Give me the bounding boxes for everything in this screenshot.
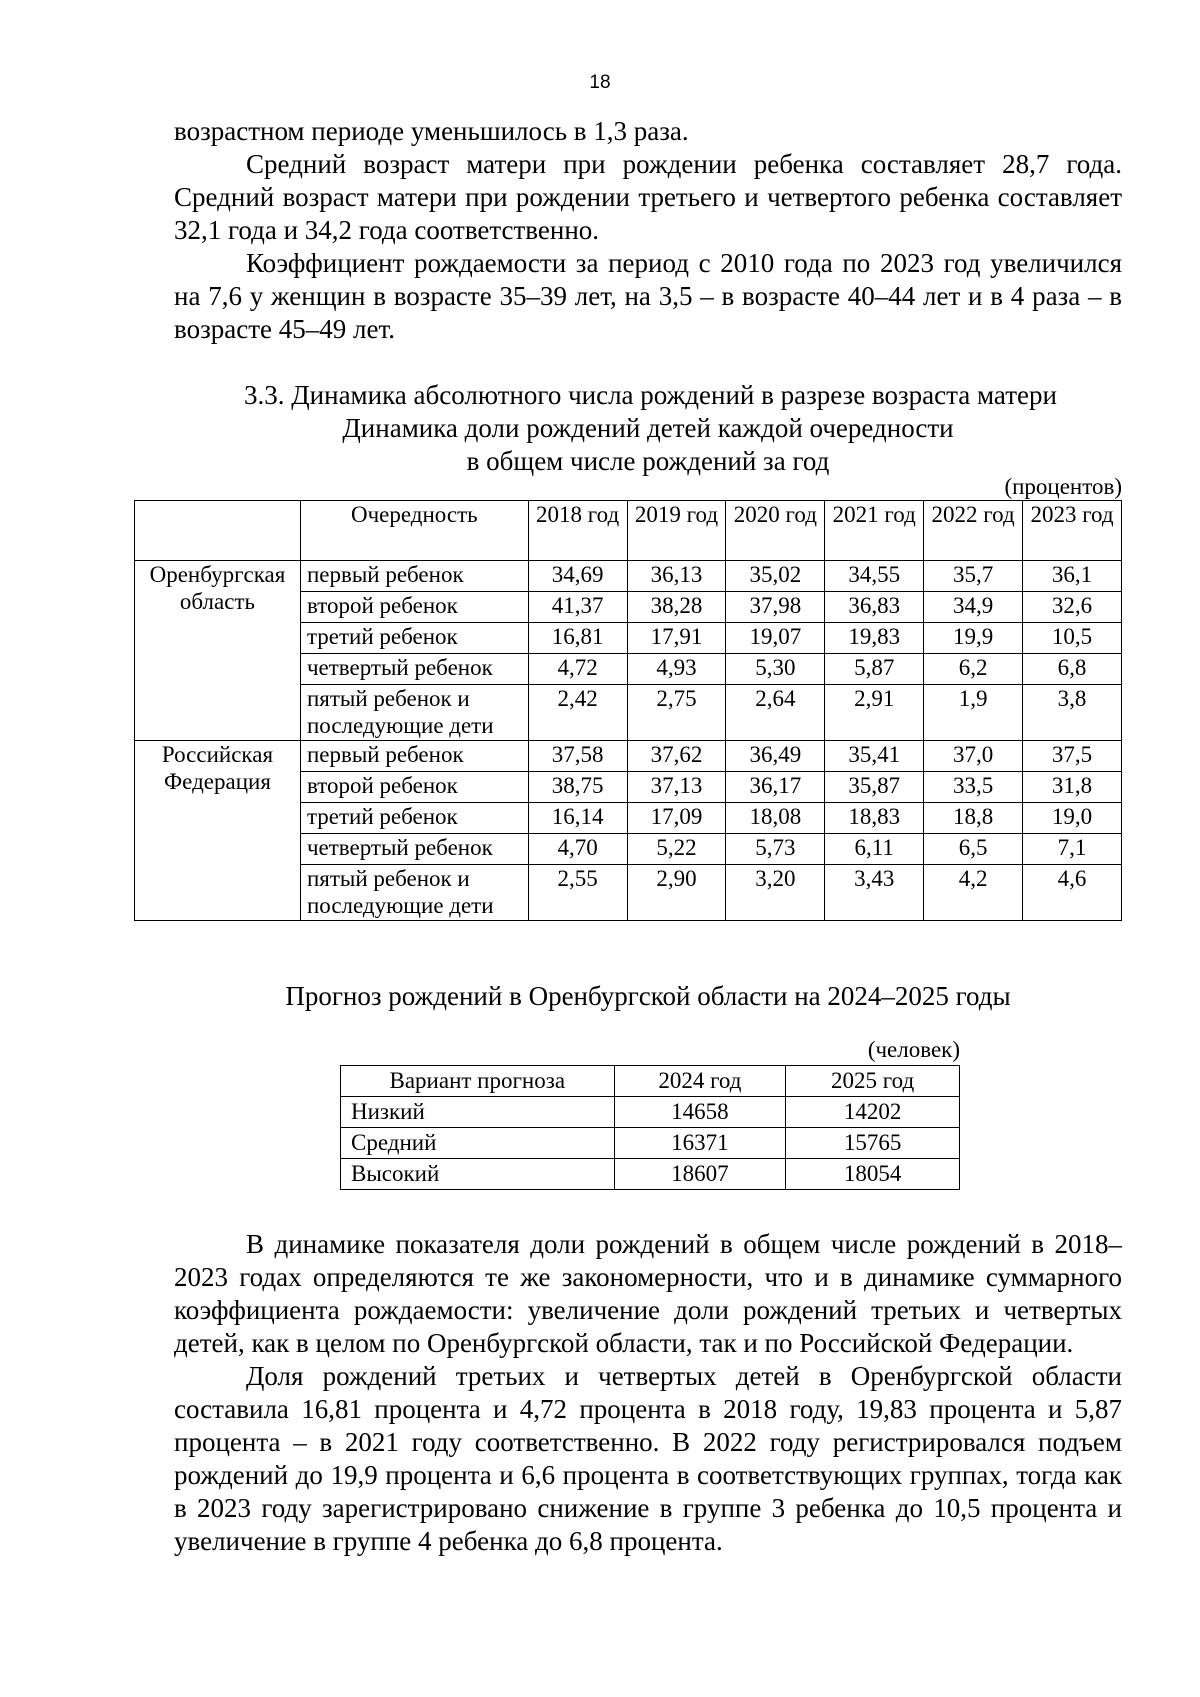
value-cell: 19,9 <box>924 623 1023 654</box>
value-cell: 36,13 <box>627 561 726 592</box>
order-label-cell: второй ребенок <box>300 772 528 803</box>
order-label-cell: пятый ребенок и последующие дети <box>300 865 528 921</box>
section-subtitle: в общем числе рождений за год <box>466 446 830 476</box>
value-cell: 37,62 <box>627 741 726 772</box>
table-unit: (процентов) <box>1004 474 1122 499</box>
value-cell: 4,6 <box>1023 865 1122 921</box>
value-cell: 10,5 <box>1023 623 1122 654</box>
region-cell: Российская Федерация <box>135 741 301 921</box>
value-cell: 1,9 <box>924 685 1023 741</box>
value-cell: 3,20 <box>726 865 825 921</box>
value-cell: 6,5 <box>924 834 1023 865</box>
value-cell: 37,98 <box>726 592 825 623</box>
forecast-variant-cell: Средний <box>341 1128 615 1159</box>
value-cell: 37,58 <box>528 741 627 772</box>
value-cell: 18,8 <box>924 803 1023 834</box>
value-cell: 19,0 <box>1023 803 1122 834</box>
value-cell: 37,0 <box>924 741 1023 772</box>
birth-order-table <box>134 500 1122 921</box>
value-cell: 35,87 <box>825 772 924 803</box>
intro-text <box>174 115 1122 346</box>
value-cell: 3,8 <box>1023 685 1122 741</box>
value-cell: 19,83 <box>825 623 924 654</box>
forecast-title: Прогноз рождений в Оренбургской области на 2024–2025 годы <box>285 981 1011 1011</box>
order-label-cell: третий ребенок <box>300 803 528 834</box>
value-cell: 6,2 <box>924 654 1023 685</box>
forecast-variant-cell: Низкий <box>341 1097 615 1128</box>
value-cell: 18,83 <box>825 803 924 834</box>
forecast-header-row <box>341 1066 960 1097</box>
value-cell: 38,75 <box>528 772 627 803</box>
value-cell: 6,8 <box>1023 654 1122 685</box>
value-cell: 34,55 <box>825 561 924 592</box>
value-cell: 16,81 <box>528 623 627 654</box>
value-cell: 2,75 <box>627 685 726 741</box>
paragraph: возрастном периоде уменьшилось в 1,3 раза. <box>174 116 689 146</box>
value-cell: 3,43 <box>825 865 924 921</box>
value-cell: 36,17 <box>726 772 825 803</box>
forecast-unit: (человек) <box>867 1037 960 1062</box>
section-subtitle: Динамика доли рождений детей каждой очередности <box>342 413 954 443</box>
value-cell: 35,02 <box>726 561 825 592</box>
table-row <box>135 561 1122 592</box>
region-cell: Оренбургская область <box>135 561 301 741</box>
value-cell: 4,70 <box>528 834 627 865</box>
forecast-table <box>340 1065 960 1190</box>
order-label-cell: четвертый ребенок <box>300 834 528 865</box>
value-cell: 33,5 <box>924 772 1023 803</box>
value-cell: 6,11 <box>825 834 924 865</box>
paragraph: Доля рождений третьих и четвертых детей в Оренбургской области составила 16,81 процента и 4,72 процента в 2018 году, 19,83 процента и 5,87 процента – в 2021 году соответственно. В 2022 году регистрировался подъем рождений до 19,9 процента и 6,6 процента в соответствующих группах, тогда как в 2023 году зарегистрировано снижение в группе 3 ребенка до 10,5 процента и увеличение в группе 4 ребенка до 6,8 процента. <box>174 1361 1122 1556</box>
forecast-variant-cell: Высокий <box>341 1159 615 1190</box>
forecast-value-cell: 18607 <box>614 1159 786 1190</box>
header-year-cell: 2018 год <box>528 501 627 561</box>
header-year-cell: 2019 год <box>627 501 726 561</box>
page-number: 18 <box>589 72 611 93</box>
section-title: 3.3. Динамика абсолютного числа рождений в разрезе возраста матери <box>244 380 1057 410</box>
value-cell: 36,1 <box>1023 561 1122 592</box>
order-label-cell: третий ребенок <box>300 623 528 654</box>
value-cell: 2,42 <box>528 685 627 741</box>
forecast-value-cell: 16371 <box>614 1128 786 1159</box>
value-cell: 5,22 <box>627 834 726 865</box>
value-cell: 5,73 <box>726 834 825 865</box>
value-cell: 2,64 <box>726 685 825 741</box>
value-cell: 34,69 <box>528 561 627 592</box>
value-cell: 5,30 <box>726 654 825 685</box>
value-cell: 18,08 <box>726 803 825 834</box>
value-cell: 16,14 <box>528 803 627 834</box>
header-order-cell: Очередность <box>300 501 528 561</box>
table-row <box>135 741 1122 772</box>
value-cell: 37,13 <box>627 772 726 803</box>
value-cell: 41,37 <box>528 592 627 623</box>
value-cell: 2,55 <box>528 865 627 921</box>
value-cell: 31,8 <box>1023 772 1122 803</box>
forecast-header-cell: 2025 год <box>786 1066 960 1097</box>
value-cell: 2,91 <box>825 685 924 741</box>
value-cell: 32,6 <box>1023 592 1122 623</box>
outro-text <box>174 1228 1122 1558</box>
header-year-cell: 2023 год <box>1023 501 1122 561</box>
value-cell: 4,2 <box>924 865 1023 921</box>
header-year-cell: 2020 год <box>726 501 825 561</box>
forecast-value-cell: 15765 <box>786 1128 960 1159</box>
value-cell: 38,28 <box>627 592 726 623</box>
value-cell: 37,5 <box>1023 741 1122 772</box>
value-cell: 7,1 <box>1023 834 1122 865</box>
forecast-value-cell: 18054 <box>786 1159 960 1190</box>
value-cell: 4,72 <box>528 654 627 685</box>
order-label-cell: второй ребенок <box>300 592 528 623</box>
paragraph: В динамике показателя доли рождений в общем числе рождений в 2018–2023 годах определяются те же закономерности, что и в динамике суммарного коэффициента рождаемости: увеличение доли рождений третьих и четвертых детей, как в целом по Оренбургской области, так и по Российской Федерации. <box>174 1229 1122 1358</box>
value-cell: 17,09 <box>627 803 726 834</box>
order-label-cell: четвертый ребенок <box>300 654 528 685</box>
paragraph: Коэффициент рождаемости за период с 2010 года по 2023 год увеличился на 7,6 у женщин в возрасте 35–39 лет, на 3,5 – в возрасте 40–44 лет и в 4 раза – в возрасте 45–49 лет. <box>174 248 1122 344</box>
forecast-value-cell: 14658 <box>614 1097 786 1128</box>
value-cell: 4,93 <box>627 654 726 685</box>
header-region-cell <box>135 501 301 561</box>
value-cell: 36,49 <box>726 741 825 772</box>
value-cell: 17,91 <box>627 623 726 654</box>
forecast-header-cell: 2024 год <box>614 1066 786 1097</box>
value-cell: 19,07 <box>726 623 825 654</box>
order-label-cell: первый ребенок <box>300 741 528 772</box>
forecast-value-cell: 14202 <box>786 1097 960 1128</box>
forecast-header-cell: Вариант прогноза <box>341 1066 615 1097</box>
forecast-row <box>341 1159 960 1190</box>
value-cell: 35,41 <box>825 741 924 772</box>
forecast-row <box>341 1128 960 1159</box>
value-cell: 2,90 <box>627 865 726 921</box>
order-label-cell: первый ребенок <box>300 561 528 592</box>
paragraph: Средний возраст матери при рождении ребенка составляет 28,7 года. Средний возраст матери при рождении третьего и четвертого ребенка составляет 32,1 года и 34,2 года соответственно. <box>174 149 1122 245</box>
forecast-row <box>341 1097 960 1128</box>
value-cell: 35,7 <box>924 561 1023 592</box>
value-cell: 5,87 <box>825 654 924 685</box>
order-label-cell: пятый ребенок и последующие дети <box>300 685 528 741</box>
value-cell: 34,9 <box>924 592 1023 623</box>
value-cell: 36,83 <box>825 592 924 623</box>
header-year-cell: 2022 год <box>924 501 1023 561</box>
header-year-cell: 2021 год <box>825 501 924 561</box>
table-header-row <box>135 501 1122 561</box>
